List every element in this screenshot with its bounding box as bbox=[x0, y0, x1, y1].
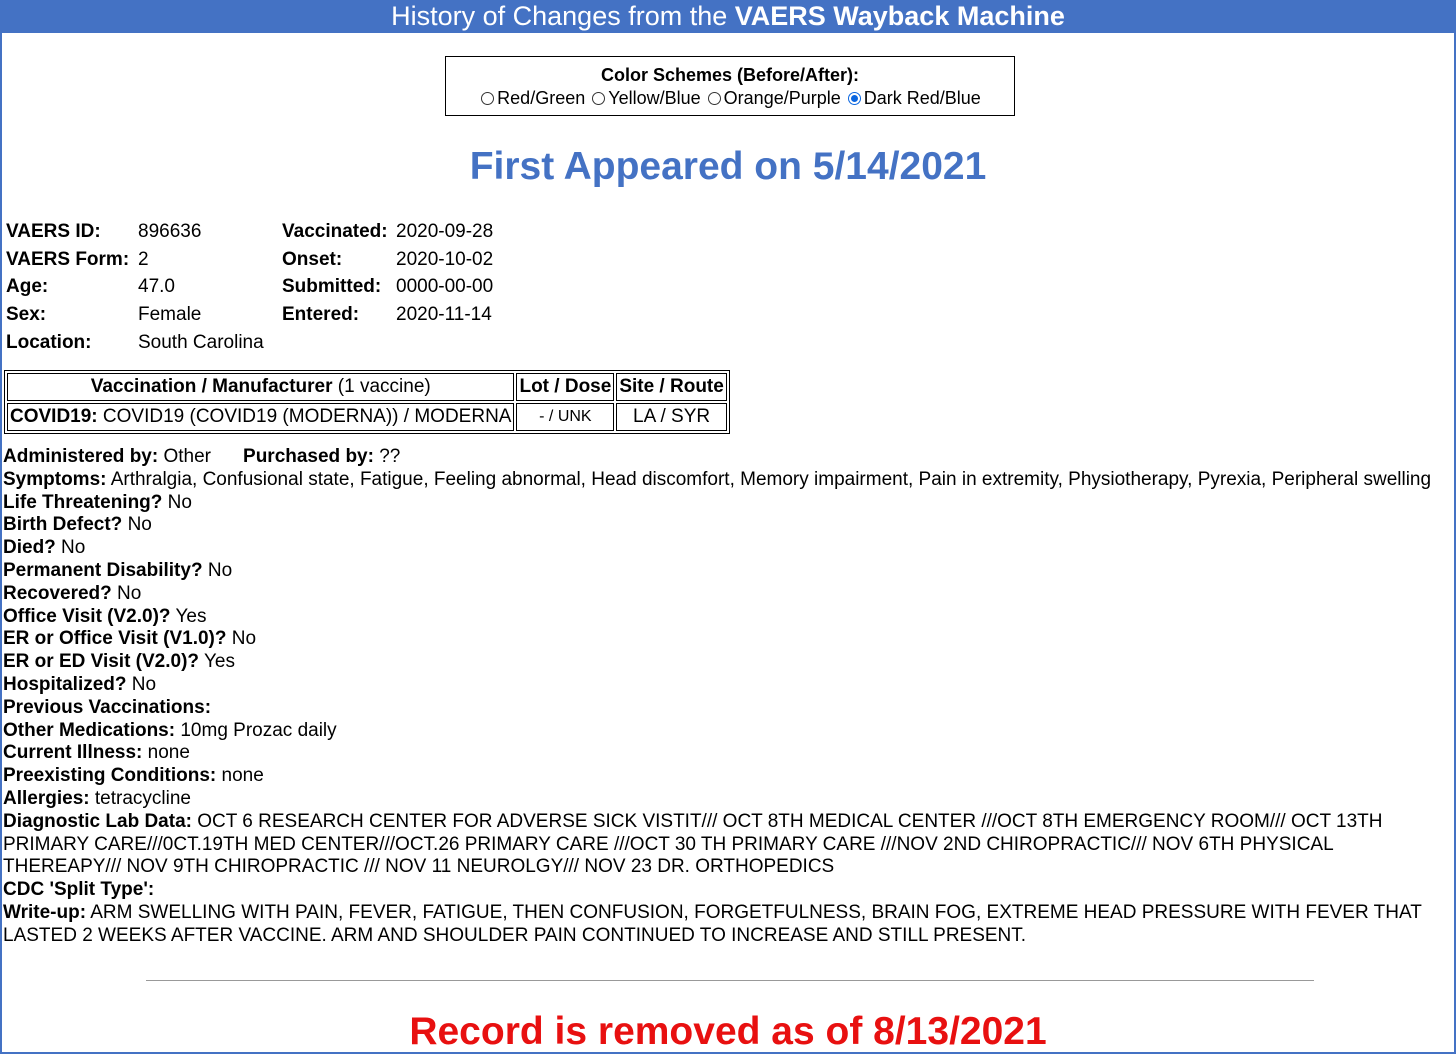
color-scheme-box bbox=[445, 56, 1015, 116]
report-fields bbox=[3, 446, 1448, 948]
vaccine-table bbox=[4, 370, 730, 434]
field-key: Died? bbox=[3, 537, 56, 559]
field-value: Yes bbox=[170, 605, 207, 627]
field-write-up bbox=[3, 902, 1448, 948]
field-key: Recovered? bbox=[3, 582, 112, 604]
meta-key: Entered: bbox=[282, 304, 360, 326]
section-divider bbox=[146, 980, 1314, 981]
field-key: Current Illness: bbox=[3, 742, 143, 764]
field-key: Hospitalized? bbox=[3, 673, 127, 695]
field-key: Preexisting Conditions: bbox=[3, 765, 217, 787]
field-key: ER or Office Visit (V1.0)? bbox=[3, 628, 227, 650]
cell-vaccination bbox=[7, 403, 514, 431]
field-previous-vaccinations bbox=[3, 697, 1448, 720]
field-allergies bbox=[3, 788, 1448, 811]
field-key: Office Visit (V2.0)? bbox=[3, 605, 171, 627]
header-vaccine-count: (1 vaccine) bbox=[332, 376, 431, 397]
scheme-option-orange-purple[interactable] bbox=[706, 88, 841, 108]
meta-value: 2020-11-14 bbox=[396, 304, 492, 326]
meta-value: 2020-10-02 bbox=[396, 248, 494, 270]
field-key: Previous Vaccinations: bbox=[3, 696, 212, 718]
meta-row bbox=[6, 273, 264, 301]
field-key: Other Medications: bbox=[3, 719, 176, 741]
field-value: ARM SWELLING WITH PAIN, FEVER, FATIGUE, THEN CONFUSION, FORGETFULNESS, BRAIN FOG, EXTREME HEAD PRESSURE WITH FEVER THAT LASTED 2 WEEKS AFTER VACCINE. ARM AND SHOULDER PAIN CONTINUED TO INCREASE AND STILL PRESENT. bbox=[3, 901, 1422, 946]
meta-key: VAERS Form: bbox=[6, 248, 130, 270]
field-er-ed-visit bbox=[3, 651, 1448, 674]
scheme-option-dark-red-blue[interactable] bbox=[846, 88, 981, 108]
field-life-threatening bbox=[3, 492, 1448, 515]
meta-value: 47.0 bbox=[138, 276, 175, 298]
field-value: none bbox=[216, 765, 264, 787]
field-key: Allergies: bbox=[3, 787, 90, 809]
table-row bbox=[7, 403, 727, 431]
cell-site-route: LA / SYR bbox=[616, 403, 727, 431]
field-preexisting-conditions bbox=[3, 765, 1448, 788]
field-birth-defect bbox=[3, 514, 1448, 537]
color-scheme-options bbox=[446, 87, 1014, 109]
scheme-label-red-green[interactable]: Red/Green bbox=[497, 88, 586, 108]
header-vaccination bbox=[7, 373, 514, 401]
field-value: No bbox=[226, 628, 257, 650]
field-value: No bbox=[122, 514, 152, 536]
radio-yellow-blue[interactable] bbox=[592, 92, 605, 105]
vaccine-name: COVID19 (COVID19 (MODERNA)) / MODERNA bbox=[97, 406, 512, 427]
field-value: tetracycline bbox=[89, 787, 191, 809]
field-value: OCT 6 RESEARCH CENTER FOR ADVERSE SICK VISTIT/// OCT 8TH MEDICAL CENTER ///OCT 8TH EMERGENCY ROOM/// OCT 13TH PRIMARY CARE///0CT.19TH MED CENTER///OCT.26 PRIMARY CARE ///OCT 30 TH PRIMARY CARE ///NOV 2ND CHIROPRACTIC/// NOV 6TH PHYSICAL THEREAPY/// NOV 9TH CHIROPRACTIC /// NOV 11 NEUROLGY/// NOV 23 DR. ORTHOPEDICS bbox=[3, 810, 1383, 878]
meta-row bbox=[6, 301, 264, 329]
field-key: Diagnostic Lab Data: bbox=[3, 810, 192, 832]
field-er-office-visit bbox=[3, 628, 1448, 651]
field-key: Purchased by: bbox=[243, 446, 374, 467]
field-key: CDC 'Split Type': bbox=[3, 879, 155, 901]
field-value: 10mg Prozac daily bbox=[175, 719, 337, 741]
banner-title-bold: VAERS Wayback Machine bbox=[734, 1, 1065, 31]
vaccine-type: COVID19: bbox=[10, 406, 98, 427]
meta-key: Sex: bbox=[6, 304, 47, 326]
header-vaccination-label: Vaccination / Manufacturer bbox=[90, 376, 333, 397]
header-site-route: Site / Route bbox=[616, 373, 727, 401]
field-diagnostic-lab-data bbox=[3, 811, 1448, 879]
meta-value: South Carolina bbox=[138, 331, 264, 353]
radio-red-green[interactable] bbox=[481, 92, 494, 105]
scheme-option-red-green[interactable] bbox=[479, 88, 585, 108]
meta-key: Submitted: bbox=[282, 276, 382, 298]
field-office-visit bbox=[3, 606, 1448, 629]
meta-row bbox=[282, 301, 493, 329]
field-key: Write-up: bbox=[3, 901, 87, 923]
field-value: none bbox=[142, 742, 190, 764]
field-value: No bbox=[126, 673, 157, 695]
meta-value: 896636 bbox=[138, 221, 202, 242]
meta-key: Location: bbox=[6, 331, 92, 353]
meta-row bbox=[6, 246, 264, 274]
field-key: Administered by: bbox=[3, 446, 159, 467]
field-key: ER or ED Visit (V2.0)? bbox=[3, 651, 200, 673]
field-cdc-split-type bbox=[3, 879, 1448, 902]
meta-value: 2 bbox=[138, 248, 149, 270]
field-symptoms bbox=[3, 469, 1448, 492]
scheme-label-yellow-blue[interactable]: Yellow/Blue bbox=[608, 88, 701, 108]
meta-value: 2020-09-28 bbox=[396, 221, 494, 242]
field-value: Yes bbox=[199, 651, 235, 673]
radio-orange-purple[interactable] bbox=[708, 92, 721, 105]
meta-value: Female bbox=[138, 304, 202, 326]
field-value: ?? bbox=[373, 446, 401, 467]
meta-right bbox=[282, 218, 493, 329]
field-value: Arthralgia, Confusional state, Fatigue, Feeling abnormal, Head discomfort, Memory impairment, Pain in extremity, Physiotherapy, Pyrexia, Peripheral swelling bbox=[106, 468, 1432, 490]
first-appeared-heading: First Appeared on 5/14/2021 bbox=[469, 145, 987, 188]
field-administered bbox=[3, 446, 1448, 469]
meta-row bbox=[282, 246, 493, 274]
scheme-label-dark-red-blue[interactable]: Dark Red/Blue bbox=[863, 88, 981, 108]
scheme-option-yellow-blue[interactable] bbox=[590, 88, 700, 108]
meta-key: Onset: bbox=[282, 248, 343, 270]
field-hospitalized bbox=[3, 674, 1448, 697]
meta-key: Age: bbox=[6, 276, 49, 298]
meta-row bbox=[282, 273, 493, 301]
removed-notice: Record is removed as of 8/13/2021 bbox=[409, 1010, 1047, 1053]
banner-title-prefix: History of Changes from the bbox=[391, 1, 735, 31]
meta-row bbox=[6, 218, 264, 246]
meta-row bbox=[6, 329, 264, 357]
field-value: No bbox=[202, 559, 233, 581]
field-other-medications bbox=[3, 720, 1448, 743]
vaccine-table-header bbox=[7, 373, 727, 401]
color-scheme-title: Color Schemes (Before/After): bbox=[600, 65, 860, 85]
field-current-illness bbox=[3, 742, 1448, 765]
field-key: Symptoms: bbox=[3, 468, 107, 490]
field-value: No bbox=[111, 582, 142, 604]
field-key: Permanent Disability? bbox=[3, 559, 203, 581]
field-key: Life Threatening? bbox=[3, 491, 163, 513]
field-died bbox=[3, 537, 1448, 560]
field-key: Birth Defect? bbox=[3, 514, 123, 536]
scheme-label-orange-purple[interactable]: Orange/Purple bbox=[723, 88, 841, 108]
meta-left bbox=[6, 218, 264, 357]
field-permanent-disability bbox=[3, 560, 1448, 583]
meta-key: Vaccinated: bbox=[282, 221, 388, 242]
header-lot-dose: Lot / Dose bbox=[516, 373, 614, 401]
meta-value: 0000-00-00 bbox=[396, 276, 494, 298]
field-value: Other bbox=[158, 446, 212, 467]
cell-lot-dose: - / UNK bbox=[516, 403, 614, 431]
meta-key: VAERS ID: bbox=[6, 221, 101, 242]
field-value: No bbox=[162, 491, 192, 513]
page-banner bbox=[2, 0, 1454, 33]
field-value: No bbox=[55, 537, 86, 559]
meta-row bbox=[282, 218, 493, 246]
radio-dark-red-blue[interactable] bbox=[848, 92, 861, 105]
field-recovered bbox=[3, 583, 1448, 606]
